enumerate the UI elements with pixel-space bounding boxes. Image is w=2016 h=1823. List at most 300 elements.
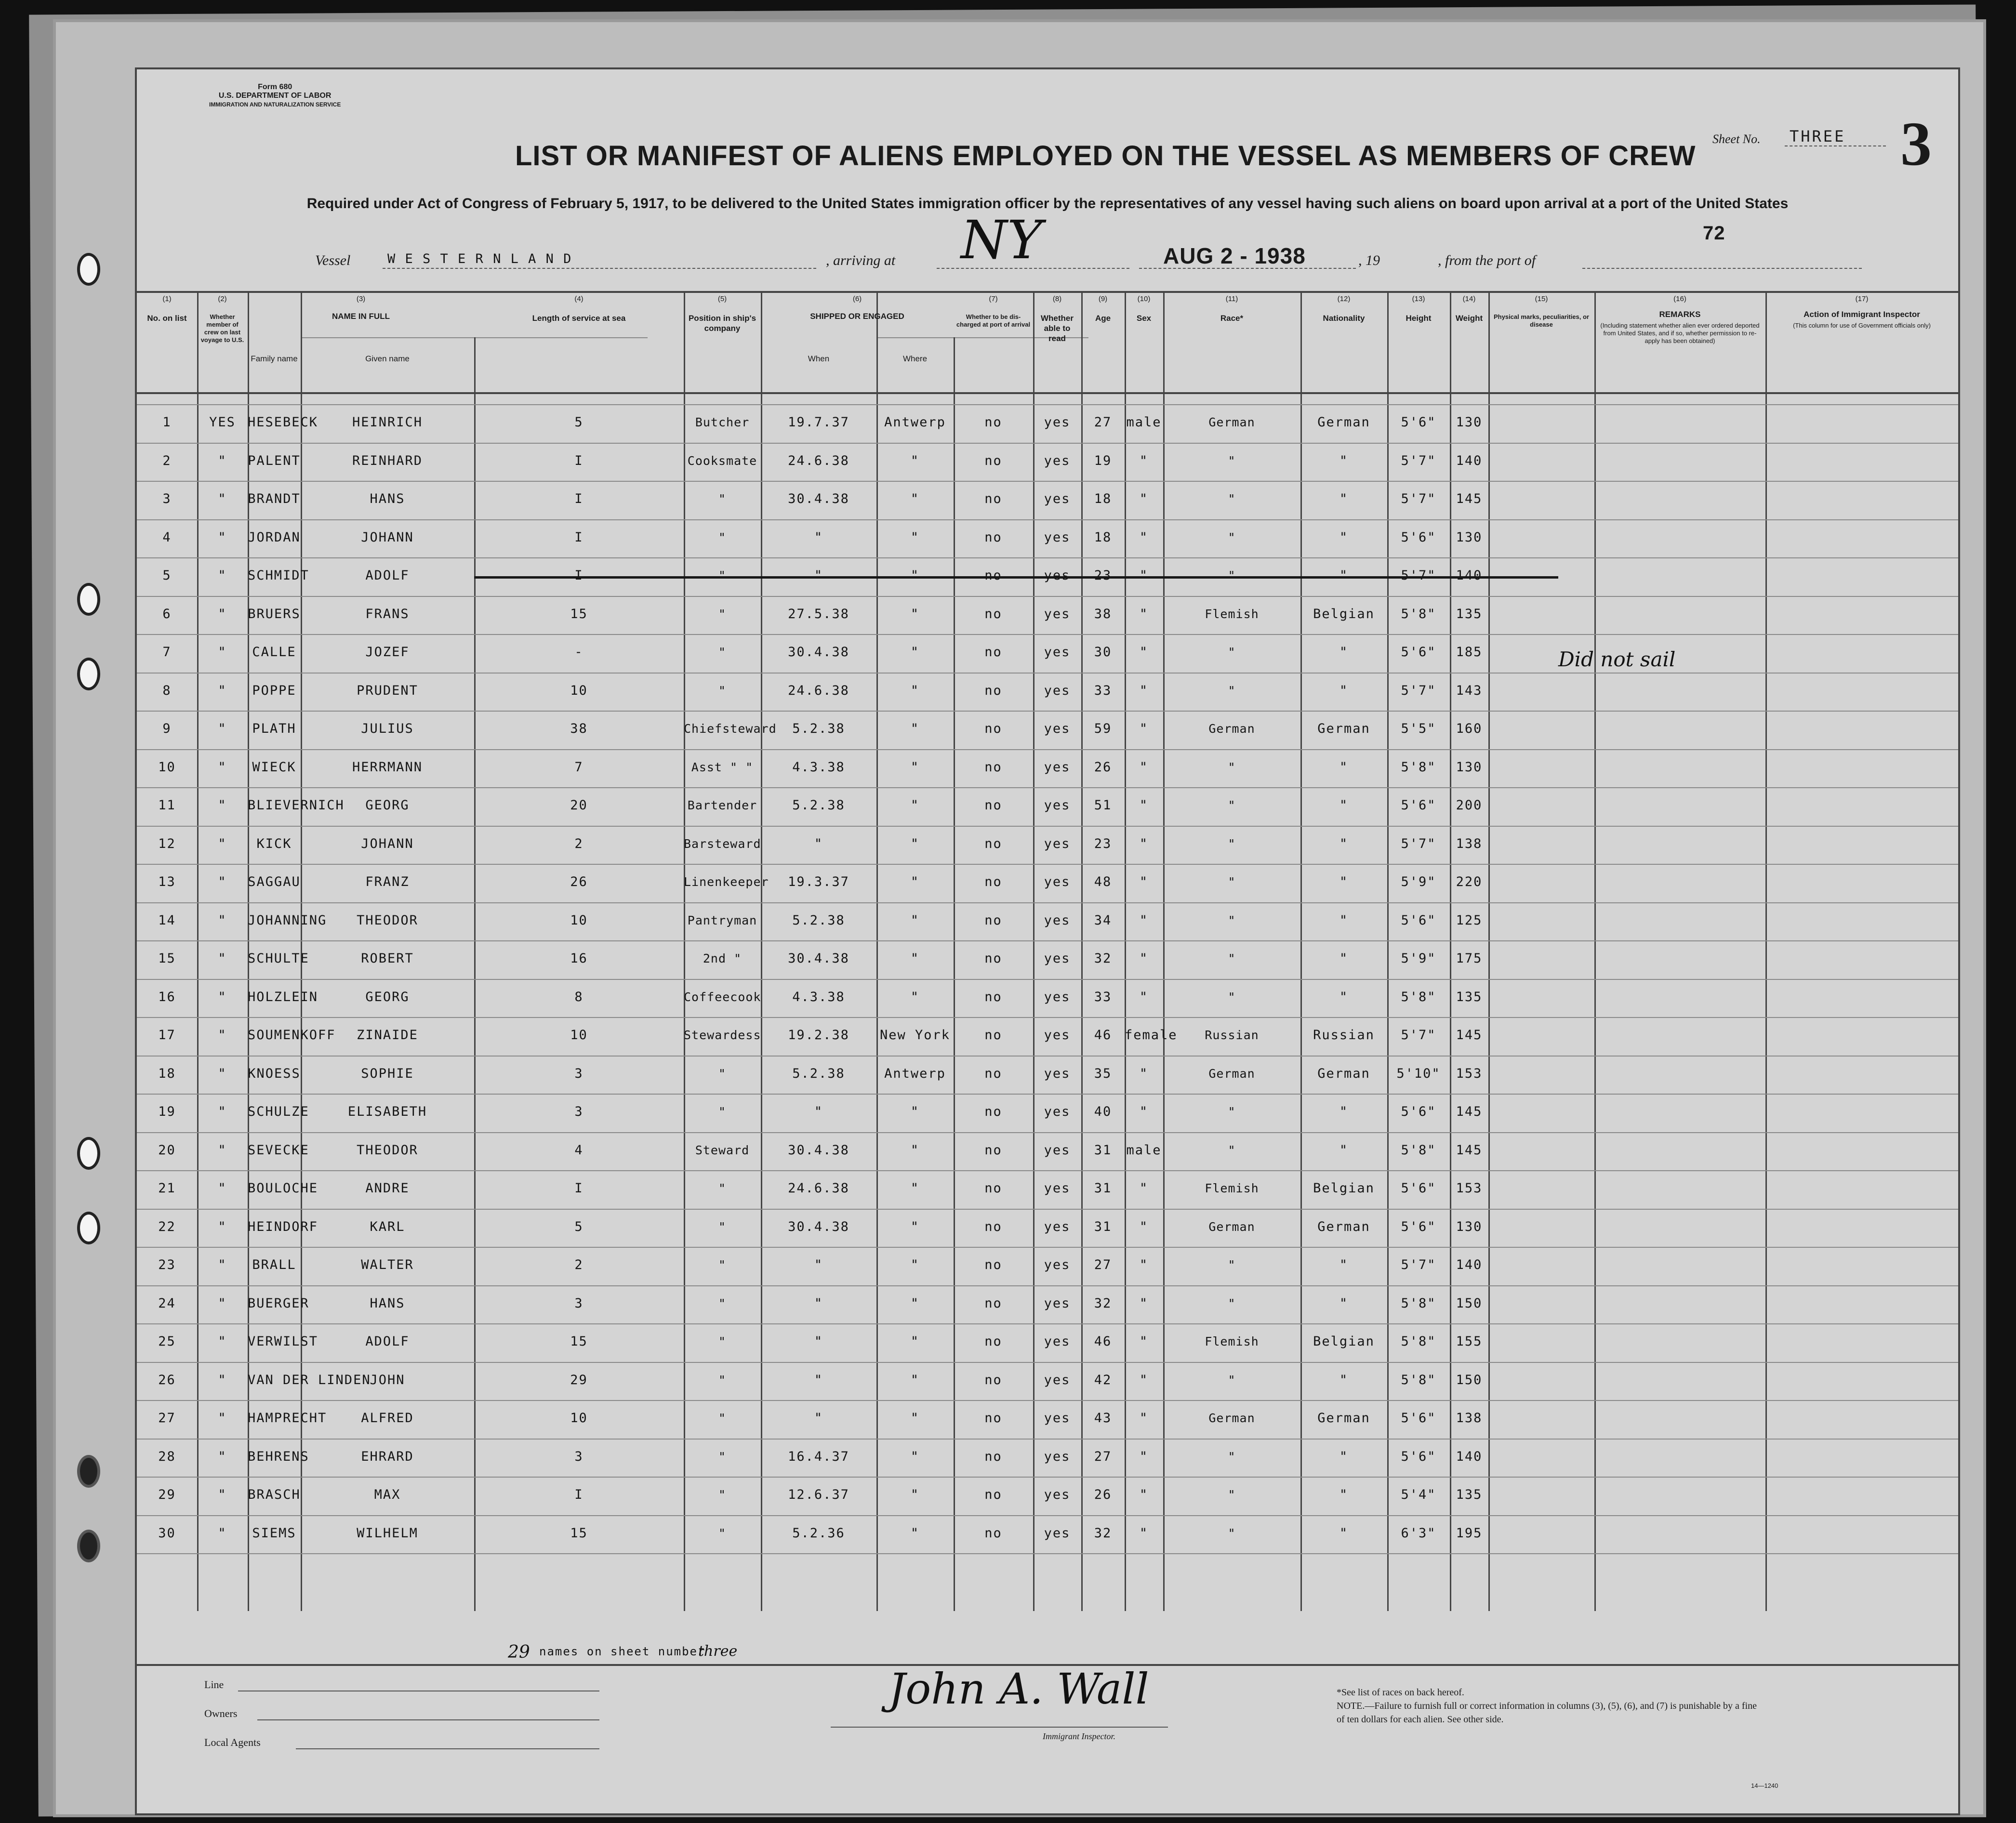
cell-nationality: ": [1339, 1296, 1349, 1311]
cell-position: Stewardess: [684, 1028, 761, 1042]
cell-position: ": [718, 1411, 727, 1425]
cell-age: 19: [1094, 453, 1112, 468]
cell-height: 6'3": [1401, 1526, 1436, 1541]
cell-weight: 138: [1456, 836, 1483, 851]
cell-nationality: ": [1339, 530, 1349, 545]
cell-age: 35: [1094, 1066, 1112, 1081]
cell-weight: 150: [1456, 1296, 1483, 1311]
cell-read: yes: [1044, 1334, 1071, 1349]
cell-service: 29: [570, 1373, 588, 1387]
cell-service: I: [574, 530, 584, 545]
row-rule: [137, 519, 1958, 520]
cell-when: ": [814, 1296, 823, 1311]
cell-family: BRASCH: [248, 1487, 301, 1502]
cell-height: 5'7": [1401, 1257, 1436, 1272]
cell-sex: ": [1139, 1526, 1149, 1541]
cell-position: Chiefsteward: [684, 722, 777, 736]
cell-height: 5'8": [1401, 607, 1436, 621]
cell-weight: 143: [1456, 683, 1483, 698]
cell-weight: 145: [1456, 1028, 1483, 1043]
cell-discharged: no: [984, 798, 1002, 813]
cell-given: JOZEF: [365, 645, 410, 660]
cell-when: 19.7.37: [788, 415, 849, 430]
cell-when: 19.3.37: [788, 874, 849, 889]
cell-discharged: no: [984, 951, 1002, 966]
cell-given: HANS: [370, 491, 405, 506]
cell-race: ": [1228, 1373, 1236, 1387]
cell-crew: ": [218, 1104, 227, 1119]
column-header: Physical marks, peculiarities, or disease: [1494, 313, 1589, 328]
cell-weight: 153: [1456, 1181, 1483, 1196]
cell-age: 23: [1094, 836, 1112, 851]
cell-age: 32: [1094, 951, 1112, 966]
row-rule: [137, 1439, 1958, 1440]
cell-sex: ": [1139, 1334, 1149, 1349]
column-number: (7): [989, 295, 998, 303]
cell-family: VERWILST: [248, 1334, 318, 1349]
column-header-note: (Including statement whether alien ever ordered deported from United States, and if so, whether permission to re-apply has been obtained): [1600, 322, 1760, 344]
cell-no: 12: [158, 836, 176, 851]
names-count-handwritten: 29: [508, 1642, 530, 1662]
cell-given: EHRARD: [361, 1449, 414, 1464]
cell-sex: ": [1139, 453, 1149, 468]
cell-crew: ": [218, 683, 227, 698]
cell-race: German: [1208, 1067, 1255, 1081]
cell-read: yes: [1044, 568, 1071, 583]
cell-no: 23: [158, 1257, 176, 1272]
cell-discharged: no: [984, 1487, 1002, 1502]
cell-nationality: Belgian: [1313, 1181, 1375, 1196]
row-rule: [137, 1209, 1958, 1210]
cell-no: 19: [158, 1104, 176, 1119]
cell-service: I: [574, 1181, 584, 1196]
cell-discharged: no: [984, 1028, 1002, 1043]
cell-sex: ": [1139, 990, 1149, 1004]
cell-given: ADOLF: [365, 1334, 410, 1349]
cell-height: 5'7": [1401, 836, 1436, 851]
binder-hole: [77, 658, 100, 690]
cell-read: yes: [1044, 721, 1071, 736]
row-rule: [137, 787, 1958, 788]
cell-discharged: no: [984, 607, 1002, 621]
column-subheader: Where: [902, 354, 928, 363]
cell-no: 10: [158, 760, 176, 775]
cell-given: HERRMANN: [352, 760, 423, 775]
cell-crew: ": [218, 607, 227, 621]
cell-position: Steward: [695, 1143, 750, 1157]
binder-hole: [77, 583, 100, 616]
cell-weight: 145: [1456, 1104, 1483, 1119]
cell-no: 2: [162, 453, 172, 468]
cell-race: Flemish: [1205, 1181, 1259, 1195]
cell-weight: 140: [1456, 568, 1483, 583]
cell-sex: ": [1139, 1411, 1149, 1426]
column-number: (8): [1052, 295, 1062, 303]
column-number: (13): [1412, 295, 1425, 303]
row-rule: [137, 1017, 1958, 1018]
column-rule: [1594, 291, 1596, 1611]
column-subheader: Family name: [251, 354, 298, 363]
cell-where: ": [910, 645, 920, 660]
cell-given: MAX: [374, 1487, 401, 1502]
cell-height: 5'6": [1401, 913, 1436, 928]
cell-height: 5'8": [1401, 1334, 1436, 1349]
cell-when: 30.4.38: [788, 645, 849, 660]
cell-family: SCHMIDT: [248, 568, 309, 583]
cell-discharged: no: [984, 568, 1002, 583]
cell-discharged: no: [984, 1334, 1002, 1349]
cell-when: ": [814, 1411, 823, 1426]
cell-when: 24.6.38: [788, 453, 849, 468]
cell-read: yes: [1044, 683, 1071, 698]
cell-weight: 220: [1456, 874, 1483, 889]
cell-given: JOHANN: [361, 836, 414, 851]
cell-race: German: [1208, 722, 1255, 736]
cell-service: 3: [574, 1104, 584, 1119]
cell-height: 5'6": [1401, 798, 1436, 813]
cell-nationality: Belgian: [1313, 1334, 1375, 1349]
cell-weight: 135: [1456, 607, 1483, 621]
sheet-big-number: 3: [1900, 109, 1932, 179]
cell-no: 11: [158, 798, 176, 813]
cell-nationality: ": [1339, 990, 1349, 1004]
table-top-rule: [137, 291, 1958, 293]
cell-read: yes: [1044, 491, 1071, 506]
cell-weight: 195: [1456, 1526, 1483, 1541]
cell-when: 24.6.38: [788, 1181, 849, 1196]
cell-height: 5'8": [1401, 1296, 1436, 1311]
cell-weight: 125: [1456, 913, 1483, 928]
cell-nationality: ": [1339, 951, 1349, 966]
column-number: (11): [1225, 295, 1238, 303]
cell-family: PLATH: [252, 721, 296, 736]
cell-age: 40: [1094, 1104, 1112, 1119]
cell-race: ": [1228, 1258, 1236, 1272]
cell-given: ANDRE: [365, 1181, 410, 1196]
cell-where: ": [910, 1526, 920, 1541]
cell-discharged: no: [984, 683, 1002, 698]
cell-age: 43: [1094, 1411, 1112, 1426]
cell-service: I: [574, 453, 584, 468]
cell-no: 20: [158, 1143, 176, 1158]
cell-weight: 135: [1456, 990, 1483, 1004]
cell-service: 10: [570, 913, 588, 928]
cell-service: 10: [570, 1028, 588, 1043]
cell-service: 16: [570, 951, 588, 966]
cell-height: 5'7": [1401, 491, 1436, 506]
cell-height: 5'6": [1401, 530, 1436, 545]
cell-where: ": [910, 874, 920, 889]
column-header: SHIPPED OR ENGAGED: [810, 312, 904, 321]
cell-race: ": [1228, 1296, 1236, 1310]
cell-discharged: no: [984, 453, 1002, 468]
cell-nationality: ": [1339, 1526, 1349, 1541]
cell-race: ": [1228, 913, 1236, 927]
cell-weight: 155: [1456, 1334, 1483, 1349]
cell-service: 3: [574, 1449, 584, 1464]
cell-discharged: no: [984, 1219, 1002, 1234]
cell-position: Cooksmate: [687, 454, 757, 468]
cell-service: 10: [570, 683, 588, 698]
cell-discharged: no: [984, 874, 1002, 889]
cell-family: BOULOCHE: [248, 1181, 318, 1196]
failure-note: NOTE.—Failure to furnish full or correct information in columns (3), (5), (6), and (7) is punishable by a fine of ten dollars for each alien. See other side.: [1337, 1701, 1757, 1725]
cell-family: SOUMENKOFF: [248, 1028, 336, 1043]
cell-age: 32: [1094, 1296, 1112, 1311]
vessel-underline: [383, 268, 816, 269]
cell-given: HEINRICH: [352, 415, 423, 430]
cell-sex: ": [1139, 1219, 1149, 1234]
cell-weight: 140: [1456, 453, 1483, 468]
cell-nationality: Belgian: [1313, 607, 1375, 621]
page-title: LIST OR MANIFEST OF ALIENS EMPLOYED ON THE VESSEL AS MEMBERS OF CREW: [515, 140, 1696, 172]
cell-position: ": [718, 1296, 727, 1310]
cell-height: 5'6": [1401, 1181, 1436, 1196]
form-number: Form 680: [258, 83, 292, 91]
cell-no: 13: [158, 874, 176, 889]
cell-age: 18: [1094, 491, 1112, 506]
cell-given: GEORG: [365, 798, 410, 813]
cell-crew: ": [218, 721, 227, 736]
cell-sex: ": [1139, 1449, 1149, 1464]
cell-family: HESEBECK: [248, 415, 318, 430]
owners-label: Owners: [204, 1707, 238, 1719]
cell-weight: 140: [1456, 1449, 1483, 1464]
cell-weight: 200: [1456, 798, 1483, 813]
cell-no: 16: [158, 990, 176, 1004]
column-number: (3): [356, 295, 366, 303]
cell-weight: 130: [1456, 760, 1483, 775]
cell-read: yes: [1044, 607, 1071, 621]
cell-family: VAN DER LINDEN: [248, 1373, 371, 1387]
column-number: (5): [717, 295, 727, 303]
cell-no: 4: [162, 530, 172, 545]
cell-race: Russian: [1205, 1028, 1259, 1042]
column-header: Age: [1095, 314, 1111, 323]
cell-nationality: German: [1317, 1066, 1370, 1081]
cell-height: 5'6": [1401, 415, 1436, 430]
column-header: Weight: [1455, 314, 1483, 323]
cell-family: BRUERS: [248, 607, 301, 621]
cell-race: ": [1228, 454, 1236, 468]
cell-position: ": [718, 1334, 727, 1348]
cell-when: 30.4.38: [788, 1219, 849, 1234]
cell-sex: ": [1139, 1296, 1149, 1311]
cell-nationality: German: [1317, 1411, 1370, 1426]
cell-given: WILHELM: [357, 1526, 418, 1541]
print-code: 14—1240: [1751, 1782, 1778, 1789]
cell-race: ": [1228, 990, 1236, 1004]
cell-race: ": [1228, 837, 1236, 851]
cell-no: 8: [162, 683, 172, 698]
cell-race: Flemish: [1205, 607, 1259, 621]
cell-given: HANS: [370, 1296, 405, 1311]
column-header: Position in ship's company: [688, 314, 756, 333]
column-header: Whether able to read: [1041, 314, 1074, 343]
cell-service: 15: [570, 1334, 588, 1349]
cell-nationality: ": [1339, 1373, 1349, 1387]
cell-weight: 135: [1456, 1487, 1483, 1502]
cell-when: ": [814, 1373, 823, 1387]
cell-when: ": [814, 568, 823, 583]
cell-family: HAMPRECHT: [248, 1411, 327, 1426]
cell-discharged: no: [984, 645, 1002, 660]
row-rule: [137, 902, 1958, 903]
cell-height: 5'9": [1401, 951, 1436, 966]
signature-line: [831, 1727, 1168, 1728]
cell-crew: ": [218, 1028, 227, 1043]
cell-position: ": [718, 1526, 727, 1540]
cell-service: 3: [574, 1066, 584, 1081]
cell-family: KICK: [256, 836, 292, 851]
arriving-label: , arriving at: [826, 252, 896, 268]
cell-sex: ": [1139, 874, 1149, 889]
cell-service: 15: [570, 607, 588, 621]
cell-discharged: no: [984, 1143, 1002, 1158]
cell-where: ": [910, 760, 920, 775]
cell-service: 7: [574, 760, 584, 775]
cell-no: 21: [158, 1181, 176, 1196]
cell-sex: ": [1139, 491, 1149, 506]
sheet-count-number: 72: [1703, 223, 1725, 244]
column-number: (15): [1535, 295, 1548, 303]
cell-race: ": [1228, 492, 1236, 506]
cell-position: ": [718, 1105, 727, 1119]
cell-when: 24.6.38: [788, 683, 849, 698]
cell-no: 18: [158, 1066, 176, 1081]
cell-given: GEORG: [365, 990, 410, 1004]
row-rule: [137, 1056, 1958, 1057]
cell-crew: ": [218, 1296, 227, 1311]
arrival-date-stamp: AUG 2 - 1938: [1163, 243, 1306, 268]
cell-service: 15: [570, 1526, 588, 1541]
cell-age: 46: [1094, 1028, 1112, 1043]
cell-read: yes: [1044, 951, 1071, 966]
cell-discharged: no: [984, 1373, 1002, 1387]
remark-handwritten: Did not sail: [1558, 647, 1676, 671]
cell-height: 5'9": [1401, 874, 1436, 889]
binder-hole: [77, 1530, 100, 1562]
cell-family: JOHANNING: [248, 913, 327, 928]
cell-when: 16.4.37: [788, 1449, 849, 1464]
cell-height: 5'7": [1401, 453, 1436, 468]
cell-given: ELISABETH: [347, 1104, 427, 1119]
cell-crew: ": [218, 1334, 227, 1349]
cell-where: Antwerp: [884, 1066, 946, 1081]
cell-family: BLIEVERNICH: [248, 798, 345, 813]
cell-nationality: German: [1317, 1219, 1370, 1234]
cell-given: ZINAIDE: [357, 1028, 418, 1043]
cell-age: 30: [1094, 645, 1112, 660]
row-rule: [137, 1400, 1958, 1401]
column-header: Height: [1406, 314, 1432, 323]
column-number: (17): [1855, 295, 1869, 303]
cell-when: ": [814, 836, 823, 851]
cell-height: 5'6": [1401, 1411, 1436, 1426]
cell-service: 8: [574, 990, 584, 1004]
cell-service: -: [574, 645, 584, 660]
column-header-note: (This column for use of Government officials only): [1793, 322, 1931, 329]
cell-age: 26: [1094, 1487, 1112, 1502]
cell-where: ": [910, 530, 920, 545]
from-port-underline: [1582, 268, 1862, 269]
cell-age: 31: [1094, 1181, 1112, 1196]
cell-nationality: ": [1339, 491, 1349, 506]
cell-nationality: ": [1339, 836, 1349, 851]
cell-nationality: ": [1339, 760, 1349, 775]
cell-weight: 185: [1456, 645, 1483, 660]
cell-sex: ": [1139, 951, 1149, 966]
cell-when: 4.3.38: [792, 760, 845, 775]
local-agents-label: Local Agents: [204, 1736, 261, 1748]
cell-crew: ": [218, 913, 227, 928]
cell-service: 5: [574, 1219, 584, 1234]
vessel-label: Vessel: [315, 252, 351, 268]
row-rule: [137, 1323, 1958, 1324]
cell-sex: ": [1139, 836, 1149, 851]
row-rule: [137, 979, 1958, 980]
cell-given: THEODOR: [357, 913, 418, 928]
cell-service: 2: [574, 836, 584, 851]
cell-age: 48: [1094, 874, 1112, 889]
cell-read: yes: [1044, 1526, 1071, 1541]
cell-position: Barsteward: [684, 837, 761, 851]
cell-no: 27: [158, 1411, 176, 1426]
cell-sex: ": [1139, 1181, 1149, 1196]
cell-height: 5'4": [1401, 1487, 1436, 1502]
cell-nationality: ": [1339, 1143, 1349, 1158]
cell-where: ": [910, 1449, 920, 1464]
cell-family: HEINDORF: [248, 1219, 318, 1234]
cell-family: SEVECKE: [248, 1143, 309, 1158]
cell-when: 30.4.38: [788, 491, 849, 506]
cell-where: ": [910, 1487, 920, 1502]
cell-crew: ": [218, 1219, 227, 1234]
sheet-no-label: Sheet No.: [1712, 132, 1761, 146]
cell-race: German: [1208, 1411, 1255, 1425]
cell-position: ": [718, 492, 727, 506]
cell-discharged: no: [984, 1526, 1002, 1541]
department-name: U.S. DEPARTMENT OF LABOR: [218, 92, 332, 100]
cell-no: 25: [158, 1334, 176, 1349]
cell-crew: ": [218, 760, 227, 775]
row-rule: [137, 481, 1958, 482]
cell-age: 33: [1094, 990, 1112, 1004]
cell-given: PRUDENT: [357, 683, 418, 698]
inspector-label: Immigrant Inspector.: [1043, 1731, 1115, 1741]
cell-family: BEHRENS: [248, 1449, 309, 1464]
cell-height: 5'8": [1401, 760, 1436, 775]
row-rule: [137, 1094, 1958, 1095]
row-rule: [137, 1553, 1958, 1554]
cell-sex: ": [1139, 645, 1149, 660]
cell-weight: 160: [1456, 721, 1483, 736]
cell-race: ": [1228, 530, 1236, 544]
cell-height: 5'8": [1401, 1373, 1436, 1387]
manifest-form: [135, 67, 1960, 1815]
cell-read: yes: [1044, 836, 1071, 851]
cell-crew: ": [218, 990, 227, 1004]
cell-read: yes: [1044, 1257, 1071, 1272]
cell-race: ": [1228, 1450, 1236, 1464]
cell-weight: 145: [1456, 1143, 1483, 1158]
cell-weight: 130: [1456, 1219, 1483, 1234]
cell-height: 5'7": [1401, 1028, 1436, 1043]
cell-discharged: no: [984, 1411, 1002, 1426]
row-rule: [137, 1285, 1958, 1286]
cell-where: ": [910, 1181, 920, 1196]
cell-height: 5'10": [1396, 1066, 1441, 1081]
